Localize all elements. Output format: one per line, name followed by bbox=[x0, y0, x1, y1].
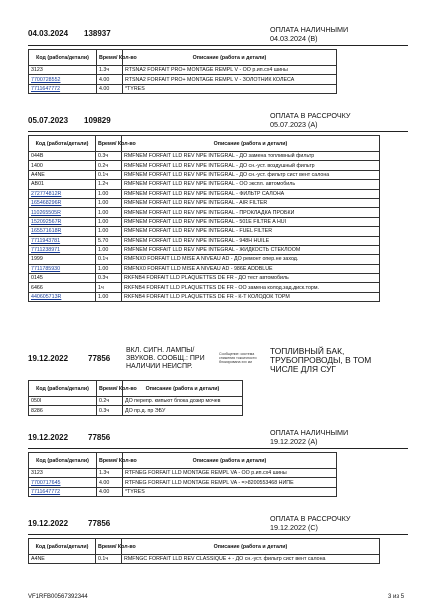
order-date: 04.03.2024 bbox=[28, 29, 69, 38]
table-header-row bbox=[29, 381, 243, 397]
description-cell: RKFNB4 FORFAIT LLD PLAQUETTES DE FR - К-Т КОЛОДОК ТОРМ bbox=[122, 292, 380, 301]
payment-date: 19.12.2022 (A) bbox=[270, 436, 318, 446]
table-row bbox=[29, 180, 380, 189]
part-code-link[interactable]: 7700728552 bbox=[29, 75, 97, 84]
description-cell: RMFNEM FORFAIT LLD REV NPE INTEGRAL - ДО сн.-уст. воздушный фильтр bbox=[122, 161, 380, 170]
section-rule bbox=[28, 131, 408, 132]
payment-info bbox=[270, 429, 348, 446]
quantity-cell: 1.3ч bbox=[97, 66, 123, 75]
table-row bbox=[29, 170, 380, 179]
operation-code: 1400 bbox=[29, 161, 96, 170]
operation-code: 3123 bbox=[29, 469, 97, 478]
quantity-cell: 1ч bbox=[96, 283, 122, 292]
description-cell: RTFNEG FORFAIT LLD MONTAGE REMPL VA - =>8200553468 НИПЕ bbox=[123, 478, 337, 487]
operation-code: 044B bbox=[29, 152, 96, 161]
order-number: 77856 bbox=[88, 519, 111, 528]
table-row bbox=[29, 487, 337, 496]
description-cell: RMFNX0 FORFAIT LLD MISE A NIVEAU AD - 986E ADDBLUE bbox=[122, 264, 380, 273]
payment-type: ОПЛАТА В РАССРОЧКУ bbox=[270, 111, 351, 120]
description-cell: ДО пр.д. пр ЭБУ bbox=[123, 406, 243, 415]
col-header-qty: Время/ Кол-во bbox=[97, 381, 123, 397]
quantity-cell: 0.1ч bbox=[96, 170, 122, 179]
col-header-desc: Описание (работа и детали) bbox=[122, 539, 380, 555]
footer-vin: VF1RFB00567392344 bbox=[28, 594, 88, 600]
table-row bbox=[29, 217, 380, 226]
description-cell: RTSNA2 FORFAIT PRO+ MONTAGE REMPL V - ЗОЛОТНИК КОЛЕСА bbox=[123, 75, 337, 84]
table-row bbox=[29, 255, 380, 264]
part-code-link[interactable]: 272774812R bbox=[29, 189, 96, 198]
table-row bbox=[29, 264, 380, 273]
description-cell: ДО перепр. кмпьют блока дозир мочев bbox=[123, 397, 243, 406]
table-header-row bbox=[29, 453, 337, 469]
order-number: 138937 bbox=[84, 29, 111, 38]
order-number: 77856 bbox=[88, 433, 111, 442]
description-cell: RMFNEM FORFAIT LLD REV NPE INTEGRAL - 948H HUILE bbox=[122, 236, 380, 245]
description-cell: RTSNA2 FORFAIT PRO+ MONTAGE REMPL V - ОО р.ип.сх4 шины bbox=[123, 66, 337, 75]
description-cell: RKFNB4 FORFAIT LLD PLAQUETTES DE FR - ДО тест автомобиль bbox=[122, 274, 380, 283]
table-header-row bbox=[29, 136, 380, 152]
operation-code: 0145 bbox=[29, 274, 96, 283]
order-date: 19.12.2022 bbox=[28, 433, 69, 442]
description-cell: RMFNEM FORFAIT LLD REV NPE INTEGRAL - ДО сн.-уст. фильтр сист вент салона bbox=[122, 170, 380, 179]
order-table bbox=[28, 380, 243, 416]
table-row bbox=[29, 406, 243, 415]
col-header-code: Код (работа/детали) bbox=[29, 50, 97, 66]
table-row bbox=[29, 397, 243, 406]
warning-text: ВКЛ. СИГН. ЛАМПЫ/ ЗВУКОВ. СООБЩ.: ПРИ НАЛИЧИИ НЕИСПР. bbox=[126, 347, 205, 370]
table-row bbox=[29, 208, 380, 217]
fuel-system-title: ТОПЛИВНЫЙ БАК, ТРУБОПРОВОДЫ, В ТОМ ЧИСЛЕ ДЛЯ СУГ bbox=[270, 346, 372, 374]
order-number: 109829 bbox=[84, 116, 111, 125]
table-row bbox=[29, 236, 380, 245]
payment-date: 04.03.2024 (B) bbox=[270, 33, 318, 43]
order-number: 77856 bbox=[88, 354, 111, 363]
description-cell: RMFNEM FORFAIT LLD REV NPE INTEGRAL - ЖИДКОСТЬ СТЕКЛООМ bbox=[122, 245, 380, 254]
col-header-qty: Время/ Кол-во bbox=[96, 539, 122, 555]
description-cell: RTFNEG FORFAIT LLD MONTAGE REMPL VA - ОО р.ип.сх4 шины bbox=[123, 469, 337, 478]
section-rule bbox=[28, 45, 408, 46]
payment-date: 19.12.2022 (C) bbox=[270, 522, 318, 532]
table-row bbox=[29, 84, 337, 93]
payment-info bbox=[270, 26, 348, 43]
description-cell: RMFNEM FORFAIT LLD REV NPE INTEGRAL - FUEL FILTER bbox=[122, 227, 380, 236]
col-header-code: Код (работа/детали) bbox=[29, 136, 96, 152]
payment-info bbox=[270, 112, 350, 129]
payment-type: ОПЛАТА В РАССРОЧКУ bbox=[270, 514, 351, 523]
quantity-cell: 0.3ч bbox=[97, 406, 123, 415]
table-row bbox=[29, 227, 380, 236]
order-table bbox=[28, 135, 380, 302]
part-code-link[interactable]: 165468296R bbox=[29, 198, 96, 207]
table-row bbox=[29, 478, 337, 487]
col-header-code: Код (работа/детали) bbox=[29, 453, 97, 469]
col-header-desc: Описание (работа и детали) bbox=[122, 136, 380, 152]
operation-code: 1999 bbox=[29, 255, 96, 264]
description-cell: RMFNEM FORFAIT LLD REV NPE INTEGRAL - ОО экспл. автомобиль bbox=[122, 180, 380, 189]
description-cell: RMFNGC FORFAIT LLD REV CLASSIQUE + - ДО сн.-уст. фильтр сист вент салона bbox=[122, 555, 380, 564]
quantity-cell: 1.00 bbox=[96, 198, 122, 207]
operation-code: 6466 bbox=[29, 283, 96, 292]
table-row bbox=[29, 283, 380, 292]
payment-info bbox=[270, 515, 350, 532]
quantity-cell: 1.3ч bbox=[97, 469, 123, 478]
part-code-link[interactable]: 7711647772 bbox=[29, 487, 97, 496]
quantity-cell: 1.2ч bbox=[96, 180, 122, 189]
quantity-cell: 1.00 bbox=[96, 227, 122, 236]
col-header-code: Код (работа/детали) bbox=[29, 539, 96, 555]
col-header-code: Код (работа/детали) bbox=[29, 381, 97, 397]
description-cell: *TYRES bbox=[123, 487, 337, 496]
quantity-cell: 1.00 bbox=[96, 189, 122, 198]
quantity-cell: 0.3ч bbox=[96, 274, 122, 283]
order-date: 05.07.2023 bbox=[28, 116, 69, 125]
quantity-cell: 1.00 bbox=[96, 208, 122, 217]
order-table bbox=[28, 49, 337, 94]
table-row bbox=[29, 75, 337, 84]
table-row bbox=[29, 292, 380, 301]
part-code-link[interactable]: 7700717645 bbox=[29, 478, 97, 487]
section-rule bbox=[28, 534, 408, 535]
part-code-link[interactable]: 110265505R bbox=[29, 208, 96, 217]
description-cell: RMFNEM FORFAIT LLD REV NPE INTEGRAL - 501E FILTRE A HUI bbox=[122, 217, 380, 226]
table-row bbox=[29, 161, 380, 170]
description-cell: *TYRES bbox=[123, 84, 337, 93]
description-cell: RMFNX0 FORFAIT LLD MISE A NIVEAU AD - ДО ремонт опер.не заход. bbox=[122, 255, 380, 264]
col-header-desc: Описание (работа и детали) bbox=[123, 50, 337, 66]
table-row bbox=[29, 555, 380, 564]
part-code-link[interactable]: 152092567R bbox=[29, 217, 96, 226]
order-table bbox=[28, 538, 380, 564]
quantity-cell: 4.00 bbox=[97, 478, 123, 487]
table-row bbox=[29, 189, 380, 198]
description-cell: RMFNEM FORFAIT LLD REV NPE INTEGRAL - ДО замена топливный фильтр bbox=[122, 152, 380, 161]
payment-type: ОПЛАТА НАЛИЧНЫМИ bbox=[270, 428, 349, 437]
quantity-cell: 0.2ч bbox=[97, 397, 123, 406]
part-code-link[interactable]: 165571618R bbox=[29, 227, 96, 236]
order-table bbox=[28, 452, 337, 497]
quantity-cell: 1.00 bbox=[96, 217, 122, 226]
table-row bbox=[29, 245, 380, 254]
part-code-link[interactable]: 7711785930 bbox=[29, 264, 96, 273]
description-cell: RKFNB4 FORFAIT LLD PLAQUETTES DE FR - ОО замена колод.зад.диск.торм. bbox=[122, 283, 380, 292]
quantity-cell: 0.2ч bbox=[96, 161, 122, 170]
col-header-qty: Время/ Кол-во bbox=[96, 136, 122, 152]
description-cell: RMFNEM FORFAIT LLD REV NPE INTEGRAL - ФИЛЬТР САЛОНА bbox=[122, 189, 380, 198]
part-code-link[interactable]: 7711943781 bbox=[29, 236, 96, 245]
table-row bbox=[29, 469, 337, 478]
payment-date: 05.07.2023 (A) bbox=[270, 119, 318, 129]
table-row bbox=[29, 66, 337, 75]
operation-code: A4NE bbox=[29, 170, 96, 179]
part-code-link[interactable]: 7711647772 bbox=[29, 84, 97, 93]
section-rule bbox=[28, 448, 408, 449]
quantity-cell: 0.3ч bbox=[96, 152, 122, 161]
table-row bbox=[29, 274, 380, 283]
table-row bbox=[29, 152, 380, 161]
operation-code: AB01 bbox=[29, 180, 96, 189]
quantity-cell: 1.00 bbox=[96, 292, 122, 301]
quantity-cell: 0.1ч bbox=[96, 255, 122, 264]
system-note: Сообщение: система снижения токсичности блокирована ххх км bbox=[219, 352, 257, 364]
col-header-qty: Время/ Кол-во bbox=[97, 453, 123, 469]
col-header-desc: Описание (работа и детали) bbox=[123, 453, 337, 469]
table-header-row bbox=[29, 50, 337, 66]
quantity-cell: 5.70 bbox=[96, 236, 122, 245]
quantity-cell: 0.1ч bbox=[96, 555, 122, 564]
page-number: 3 из 5 bbox=[388, 594, 405, 600]
part-code-link[interactable]: 7711238971 bbox=[29, 245, 96, 254]
part-code-link[interactable]: 440605713R bbox=[29, 292, 96, 301]
col-header-desc: Описание (работа и детали) bbox=[123, 381, 243, 397]
col-header-qty: Время/ Кол-во bbox=[97, 50, 123, 66]
order-date: 19.12.2022 bbox=[28, 519, 69, 528]
description-cell: RMFNEM FORFAIT LLD REV NPE INTEGRAL - AIR FILTER bbox=[122, 198, 380, 207]
table-header-row bbox=[29, 539, 380, 555]
description-cell: RMFNEM FORFAIT LLD REV NPE INTEGRAL - ПРОКЛАДКА ПРОБКИ bbox=[122, 208, 380, 217]
quantity-cell: 1.00 bbox=[96, 245, 122, 254]
quantity-cell: 4.00 bbox=[97, 75, 123, 84]
operation-code: 3123 bbox=[29, 66, 97, 75]
table-row bbox=[29, 198, 380, 207]
order-date: 19.12.2022 bbox=[28, 354, 69, 363]
quantity-cell: 4.00 bbox=[97, 487, 123, 496]
quantity-cell: 1.00 bbox=[96, 264, 122, 273]
quantity-cell: 4.00 bbox=[97, 84, 123, 93]
operation-code: A4NE bbox=[29, 555, 96, 564]
operation-code: 8286 bbox=[29, 406, 97, 415]
operation-code: 050I bbox=[29, 397, 97, 406]
payment-type: ОПЛАТА НАЛИЧНЫМИ bbox=[270, 25, 349, 34]
